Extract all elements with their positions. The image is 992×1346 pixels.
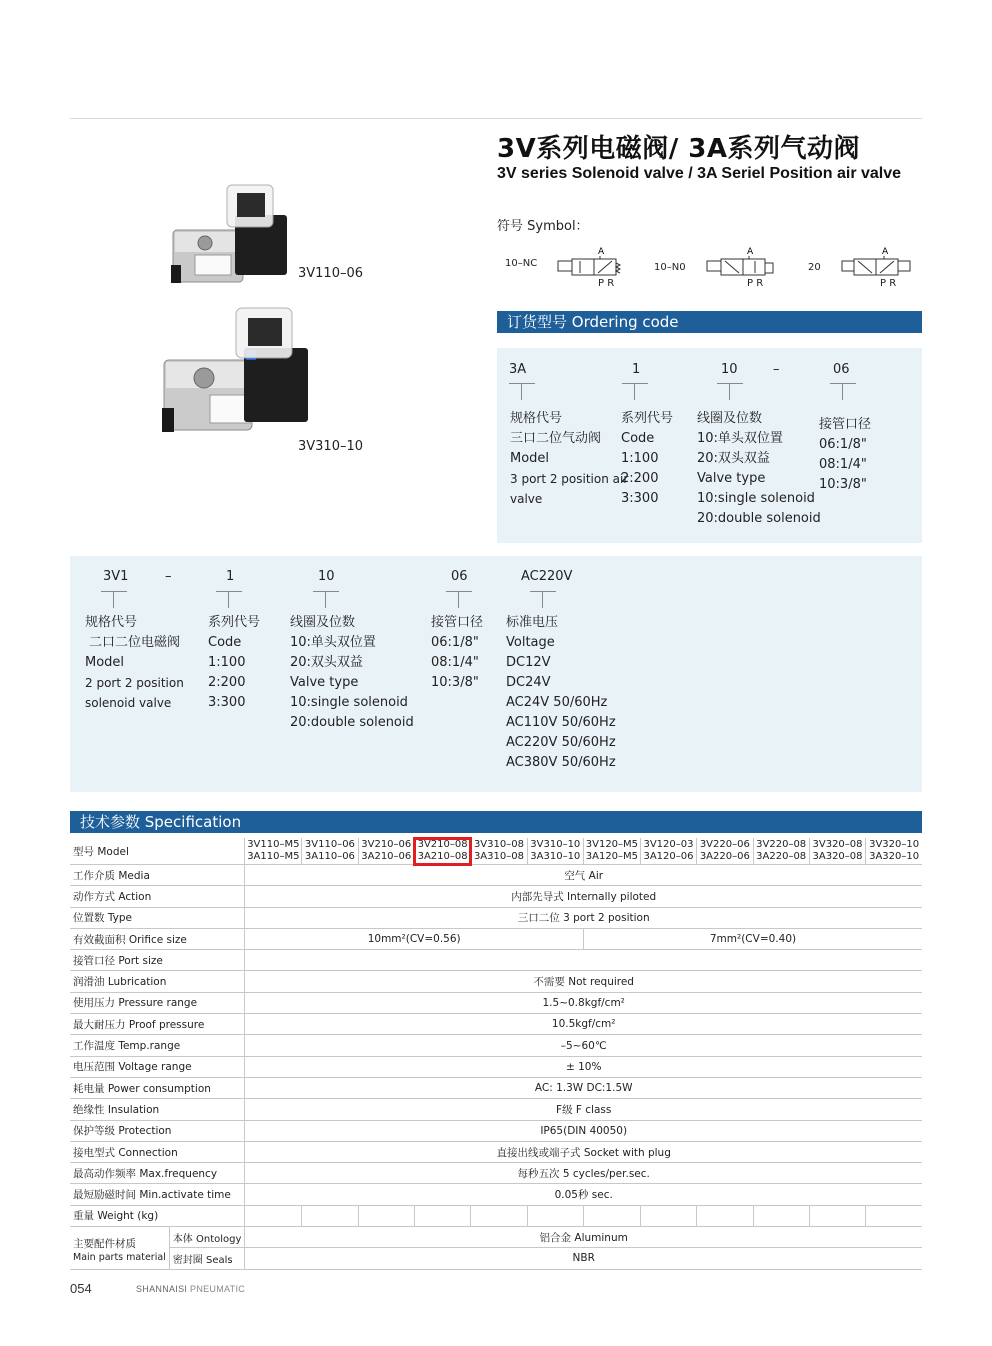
ordering-code-panel-3v — [70, 556, 922, 792]
spec-row — [70, 1163, 922, 1184]
spec-row — [70, 971, 922, 992]
model-cell: 3V120–03 3A120–06 — [640, 838, 696, 865]
ordering-model-desc-en2: valve — [510, 492, 543, 506]
product-label-3v310: 3V310–10 — [298, 439, 364, 454]
page-title-en: 3V series Solenoid valve / 3A Seriel Position air valve — [497, 165, 902, 182]
material-value: NBR — [245, 1248, 922, 1269]
weight-cell — [302, 1205, 358, 1226]
spec-label: 型号 Model — [70, 838, 245, 865]
valve-image-3v110 — [165, 175, 290, 295]
spec-value: AC: 1.3W DC:1.5W — [245, 1077, 922, 1098]
ordering2-tick — [216, 591, 242, 607]
spec-row — [70, 1014, 922, 1035]
page-title-cn: 3V系列电磁阀/ 3A系列气动阀 — [497, 134, 860, 164]
model-cell: 3V210–06 3A210–06 — [358, 838, 414, 865]
weight-cell — [809, 1205, 865, 1226]
ordering-tick — [622, 383, 648, 399]
weight-cell — [471, 1205, 527, 1226]
model-cell-highlighted: 3V210–08 3A210–08 — [414, 838, 470, 865]
ordering-model-cn: 规格代号 — [510, 411, 563, 426]
symbol-pr-10no: P R — [747, 278, 764, 289]
spec-label: 润滑油 Lubrication — [70, 971, 245, 992]
ordering2-col-voltage: 标准电压 Voltage DC12V DC24V AC24V 50/60Hz AC110V 50/60Hz AC220V 50/60Hz AC380V 50/60Hz — [506, 615, 616, 770]
spec-row-material — [70, 1227, 922, 1248]
spec-label: 动作方式 Action — [70, 886, 245, 907]
spec-value: 0.05秒 sec. — [245, 1184, 922, 1205]
model-cell: 3V310–08 3A310–08 — [471, 838, 527, 865]
ordering-col-type: 线圈及位数 10:单头双位置 20:双头双益 Valve type 10:single solenoid 20:double solenoid — [697, 411, 821, 526]
spec-row — [70, 907, 922, 928]
weight-cell — [697, 1205, 753, 1226]
ordering2-tick — [313, 591, 339, 607]
spec-row — [70, 992, 922, 1013]
weight-cell — [753, 1205, 809, 1226]
spec-row — [70, 1077, 922, 1098]
specification-table — [70, 838, 922, 1270]
spec-row — [70, 865, 922, 886]
spec-row — [70, 950, 922, 971]
spec-row — [70, 1120, 922, 1141]
spec-value: 10mm²(CV=0.56) — [245, 928, 584, 949]
spec-label: 电压范围 Voltage range — [70, 1056, 245, 1077]
valve-symbol-20 — [840, 245, 918, 289]
ordering-head-model: 3A — [509, 362, 527, 377]
model-cell: 3V220–06 3A220–06 — [697, 838, 753, 865]
weight-cell — [527, 1205, 583, 1226]
weight-cell — [583, 1205, 640, 1226]
spec-label: 最短励磁时间 Min.activate time — [70, 1184, 245, 1205]
valve-image-3v310 — [160, 300, 320, 450]
ordering-code-bar: 订货型号 Ordering code — [497, 311, 922, 333]
ordering2-tick — [446, 591, 472, 607]
ordering2-head-dash: – — [165, 569, 172, 584]
material-value: 铝合金 Aluminum — [245, 1227, 922, 1248]
spec-value: 1.5~0.8kgf/cm² — [245, 992, 922, 1013]
spec-label: 最高动作频率 Max.frequency — [70, 1163, 245, 1184]
ordering2-col-model: 规格代号 二口二位电磁阀 Model 2 port 2 position solenoid valve — [85, 615, 184, 710]
ordering-head-type: 10 — [721, 362, 738, 377]
ordering-col-code: 系列代号 Code 1:100 2:200 3:300 — [621, 411, 674, 506]
material-label: 主要配件材质 Main parts material — [70, 1227, 169, 1270]
symbol-pr-10nc: P R — [598, 278, 615, 289]
spec-label: 耗电量 Power consumption — [70, 1077, 245, 1098]
ordering-tick — [830, 383, 856, 399]
ordering-col-model — [510, 409, 628, 509]
spec-label: 接管口径 Port size — [70, 950, 245, 971]
model-cell: 3V320–10 3A320–10 — [866, 838, 922, 865]
spec-row — [70, 1035, 922, 1056]
model-cell: 3V120–M5 3A120–M5 — [583, 838, 640, 865]
ordering-head-port: 06 — [833, 362, 850, 377]
spec-value: 空气 Air — [245, 865, 922, 886]
specification-bar: 技术参数 Specification — [70, 811, 922, 833]
svg-text:A: A — [747, 247, 754, 257]
symbol-code-20: 20 — [808, 262, 821, 273]
brand-footer — [136, 1284, 245, 1294]
ordering-model-desc-en: 3 port 2 position air — [510, 472, 629, 486]
spec-value: 三口二位 3 port 2 position — [245, 907, 922, 928]
weight-cell — [866, 1205, 922, 1226]
spec-value: 10.5kgf/cm² — [245, 1014, 922, 1035]
ordering2-tick — [530, 591, 556, 607]
ordering2-col-port: 接管口径 06:1/8" 08:1/4" 10:3/8" — [431, 615, 484, 690]
valve-symbol-10nc — [556, 245, 630, 289]
symbol-pr-20: P R — [880, 278, 897, 289]
spec-row-material — [70, 1248, 922, 1269]
spec-value: –5~60℃ — [245, 1035, 922, 1056]
ordering-tick — [509, 383, 535, 399]
brand-suffix: PNEUMATIC — [190, 1284, 246, 1294]
valve-symbol-10no — [705, 245, 779, 289]
ordering2-head-type: 10 — [318, 569, 335, 584]
ordering-head-code: 1 — [632, 362, 641, 377]
model-cell: 3V310–10 3A310–10 — [527, 838, 583, 865]
ordering-model-en: Model — [510, 451, 550, 466]
symbol-label: 符号 Symbol： — [497, 219, 589, 234]
spec-label: 有效截面积 Orifice size — [70, 928, 245, 949]
spec-label: 工作温度 Temp.range — [70, 1035, 245, 1056]
header-divider — [70, 118, 922, 119]
material-part: 本体 Ontology — [169, 1227, 245, 1248]
spec-label: 位置数 Type — [70, 907, 245, 928]
page-number: 054 — [70, 1281, 92, 1296]
spec-value: ± 10% — [245, 1056, 922, 1077]
symbol-a-label: A — [598, 247, 605, 257]
ordering-model-desc-cn: 三口二位气动阀 — [510, 431, 602, 446]
weight-cell — [358, 1205, 414, 1226]
spec-row-model — [70, 838, 922, 865]
spec-label: 使用压力 Pressure range — [70, 992, 245, 1013]
spec-value — [245, 950, 922, 971]
ordering2-head-model: 3V1 — [103, 569, 129, 584]
model-cell: 3V110–M5 3A110–M5 — [245, 838, 302, 865]
spec-row — [70, 1099, 922, 1120]
brand-name: SHANNAISI — [136, 1284, 188, 1294]
spec-row — [70, 1141, 922, 1162]
spec-value: 不需要 Not required — [245, 971, 922, 992]
spec-row — [70, 1056, 922, 1077]
spec-row — [70, 1205, 922, 1226]
product-label-3v110: 3V110–06 — [298, 266, 364, 281]
ordering-col-port: 接管口径 06:1/8" 08:1/4" 10:3/8" — [819, 417, 872, 492]
ordering2-head-code: 1 — [226, 569, 235, 584]
spec-row — [70, 1184, 922, 1205]
symbol-code-10nc: 10–NC — [505, 258, 538, 269]
svg-text:A: A — [882, 247, 889, 257]
spec-label: 工作介质 Media — [70, 865, 245, 886]
ordering2-head-voltage: AC220V — [521, 569, 573, 584]
spec-value: IP65(DIN 40050) — [245, 1120, 922, 1141]
spec-value: 每秒五次 5 cycles/per.sec. — [245, 1163, 922, 1184]
spec-value: 7mm²(CV=0.40) — [583, 928, 922, 949]
model-cell: 3V320–08 3A320–08 — [809, 838, 865, 865]
model-cell: 3V220–08 3A220–08 — [753, 838, 809, 865]
model-cell: 3V110–06 3A110–06 — [302, 838, 358, 865]
spec-label: 保护等级 Protection — [70, 1120, 245, 1141]
ordering2-col-type: 线圈及位数 10:单头双位置 20:双头双益 Valve type 10:single solenoid 20:double solenoid — [290, 615, 414, 730]
material-part: 密封圈 Seals — [169, 1248, 245, 1269]
spec-value: 内部先导式 Internally piloted — [245, 886, 922, 907]
ordering2-tick — [101, 591, 127, 607]
symbol-code-10no: 10–N0 — [654, 262, 686, 273]
ordering-head-dash: – — [773, 362, 780, 377]
ordering-tick — [717, 383, 743, 399]
spec-label: 重量 Weight (kg) — [70, 1205, 245, 1226]
spec-label: 最大耐压力 Proof pressure — [70, 1014, 245, 1035]
weight-cell — [414, 1205, 470, 1226]
ordering2-col-code: 系列代号 Code 1:100 2:200 3:300 — [208, 615, 261, 710]
spec-label: 绝缘性 Insulation — [70, 1099, 245, 1120]
spec-value: 直接出线或端子式 Socket with plug — [245, 1141, 922, 1162]
spec-row — [70, 886, 922, 907]
spec-value: F级 F class — [245, 1099, 922, 1120]
spec-label: 接电型式 Connection — [70, 1141, 245, 1162]
weight-cell — [245, 1205, 302, 1226]
ordering2-head-port: 06 — [451, 569, 468, 584]
weight-cell — [640, 1205, 696, 1226]
spec-row — [70, 928, 922, 949]
